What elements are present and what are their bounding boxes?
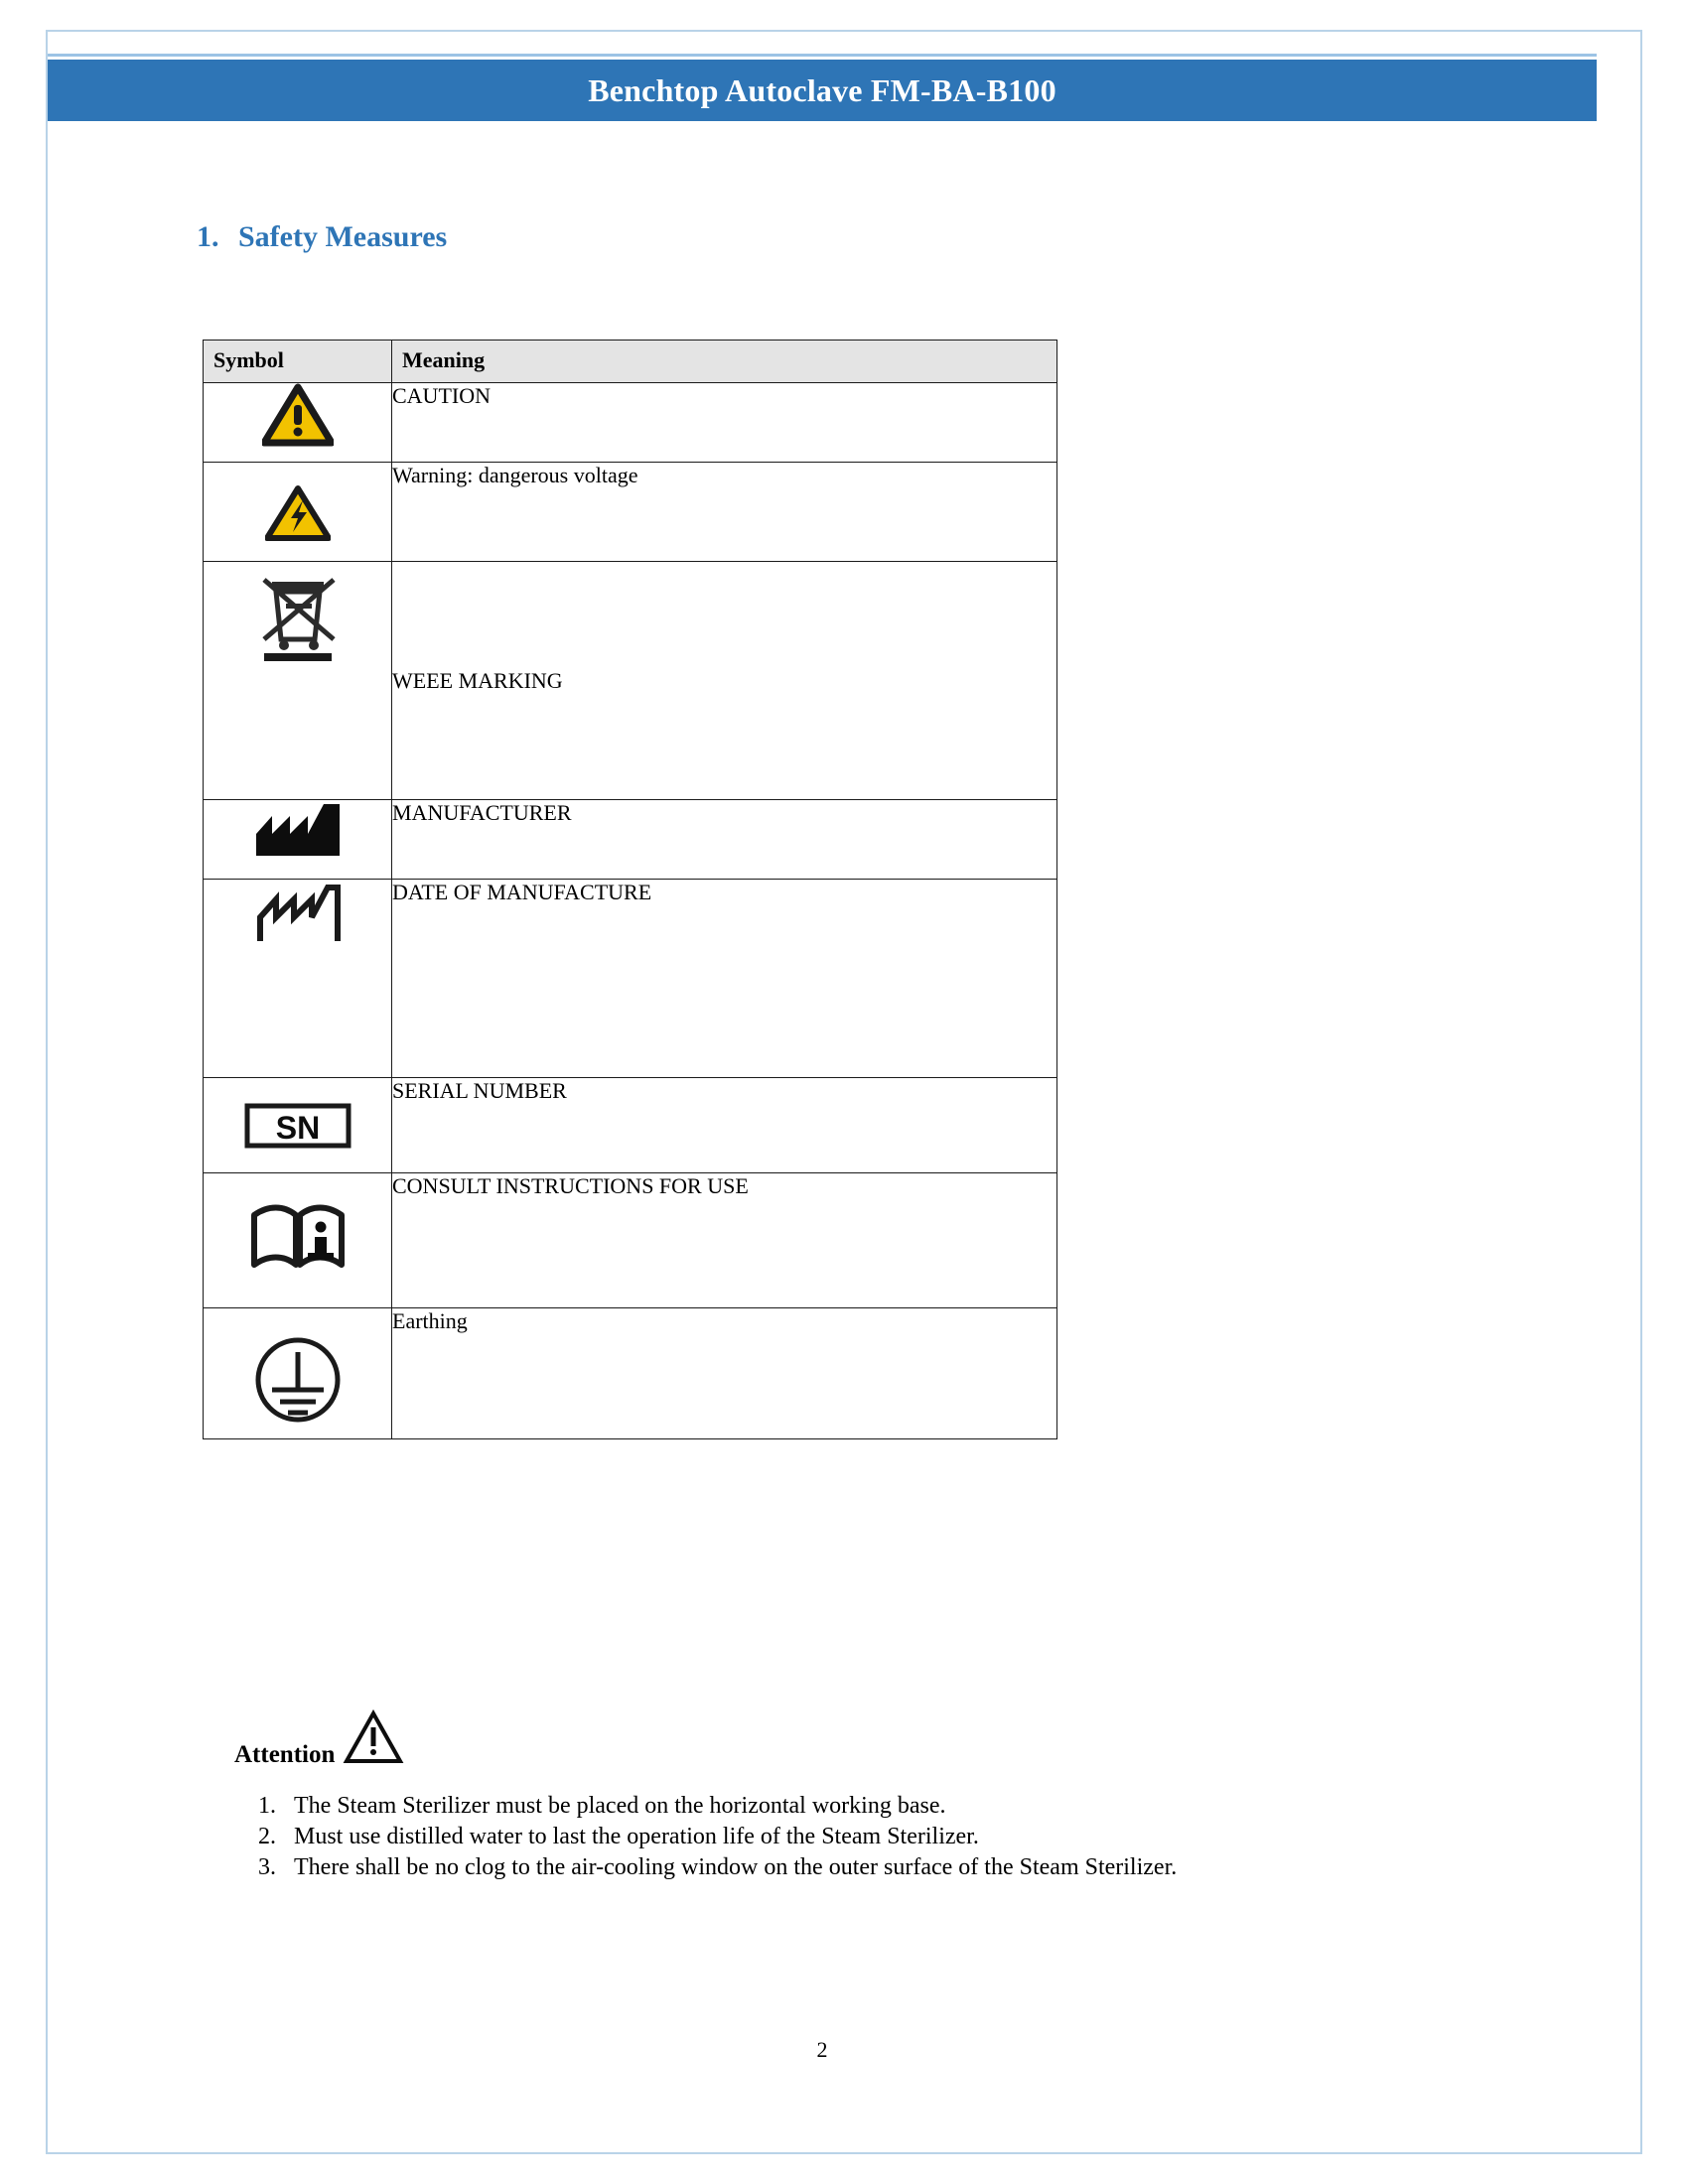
list-item xyxy=(242,1791,1523,1822)
caution-triangle-icon xyxy=(204,383,391,447)
page-number: 2 xyxy=(816,2037,828,2062)
symbol-cell xyxy=(204,1078,392,1173)
symbol-cell xyxy=(204,800,392,880)
attention-notes-list xyxy=(242,1791,1523,1884)
weee-crossed-bin-icon xyxy=(204,562,391,661)
list-item xyxy=(242,1852,1523,1883)
table-row xyxy=(204,463,1057,562)
list-item-text: The Steam Sterilizer must be placed on the horizontal working base. xyxy=(294,1793,946,1819)
table-row xyxy=(204,562,1057,800)
list-item xyxy=(242,1822,1523,1852)
symbol-cell xyxy=(204,1308,392,1439)
column-header-meaning: Meaning xyxy=(392,341,1057,383)
svg-text:SN: SN xyxy=(275,1110,320,1146)
list-item-number: 1. xyxy=(258,1793,276,1819)
header-top-rule xyxy=(48,54,1597,57)
symbol-cell xyxy=(204,1173,392,1308)
column-header-symbol: Symbol xyxy=(204,341,392,383)
table-row xyxy=(204,1308,1057,1439)
table-row xyxy=(204,383,1057,463)
meaning-cell: Warning: dangerous voltage xyxy=(392,463,1057,562)
meaning-cell: MANUFACTURER xyxy=(392,800,1057,880)
list-item-text: Must use distilled water to last the operation life of the Steam Sterilizer. xyxy=(294,1824,979,1850)
header-title: Benchtop Autoclave FM-BA-B100 xyxy=(588,71,1056,108)
table-row xyxy=(204,800,1057,880)
document-page xyxy=(46,30,1642,2154)
meaning-cell: WEEE MARKING xyxy=(392,562,1057,800)
symbol-cell xyxy=(204,562,392,800)
dangerous-voltage-icon xyxy=(204,463,391,542)
page-title xyxy=(197,220,447,254)
meaning-cell: Earthing xyxy=(392,1308,1057,1439)
safety-symbol-table xyxy=(203,340,1057,1439)
consult-instructions-book-icon xyxy=(204,1173,391,1271)
document-header-banner xyxy=(48,60,1597,121)
symbol-cell xyxy=(204,880,392,1078)
table-row xyxy=(204,1078,1057,1173)
attention-block xyxy=(234,1709,404,1770)
meaning-cell: CAUTION xyxy=(392,383,1057,463)
table-row xyxy=(204,1173,1057,1308)
list-item-number: 2. xyxy=(258,1824,276,1850)
list-item-number: 3. xyxy=(258,1854,276,1881)
list-item-text: There shall be no clog to the air-cooling window on the outer surface of the Steam Sterilizer. xyxy=(294,1854,1178,1881)
date-of-manufacture-factory-icon xyxy=(204,880,391,945)
meaning-cell: DATE OF MANUFACTURE xyxy=(392,880,1057,1078)
serial-number-sn-icon xyxy=(204,1078,391,1152)
table-row xyxy=(204,880,1057,1078)
meaning-cell: CONSULT INSTRUCTIONS FOR USE xyxy=(392,1173,1057,1308)
meaning-cell: SERIAL NUMBER xyxy=(392,1078,1057,1173)
attention-triangle-icon xyxy=(343,1709,404,1770)
manufacturer-factory-icon xyxy=(204,800,391,856)
table-header-row xyxy=(204,341,1057,383)
symbol-cell xyxy=(204,463,392,562)
section-number: 1. xyxy=(197,220,219,253)
attention-label: Attention xyxy=(234,1741,336,1768)
symbol-cell xyxy=(204,383,392,463)
section-title: Safety Measures xyxy=(238,220,448,253)
earthing-ground-icon xyxy=(204,1308,391,1426)
